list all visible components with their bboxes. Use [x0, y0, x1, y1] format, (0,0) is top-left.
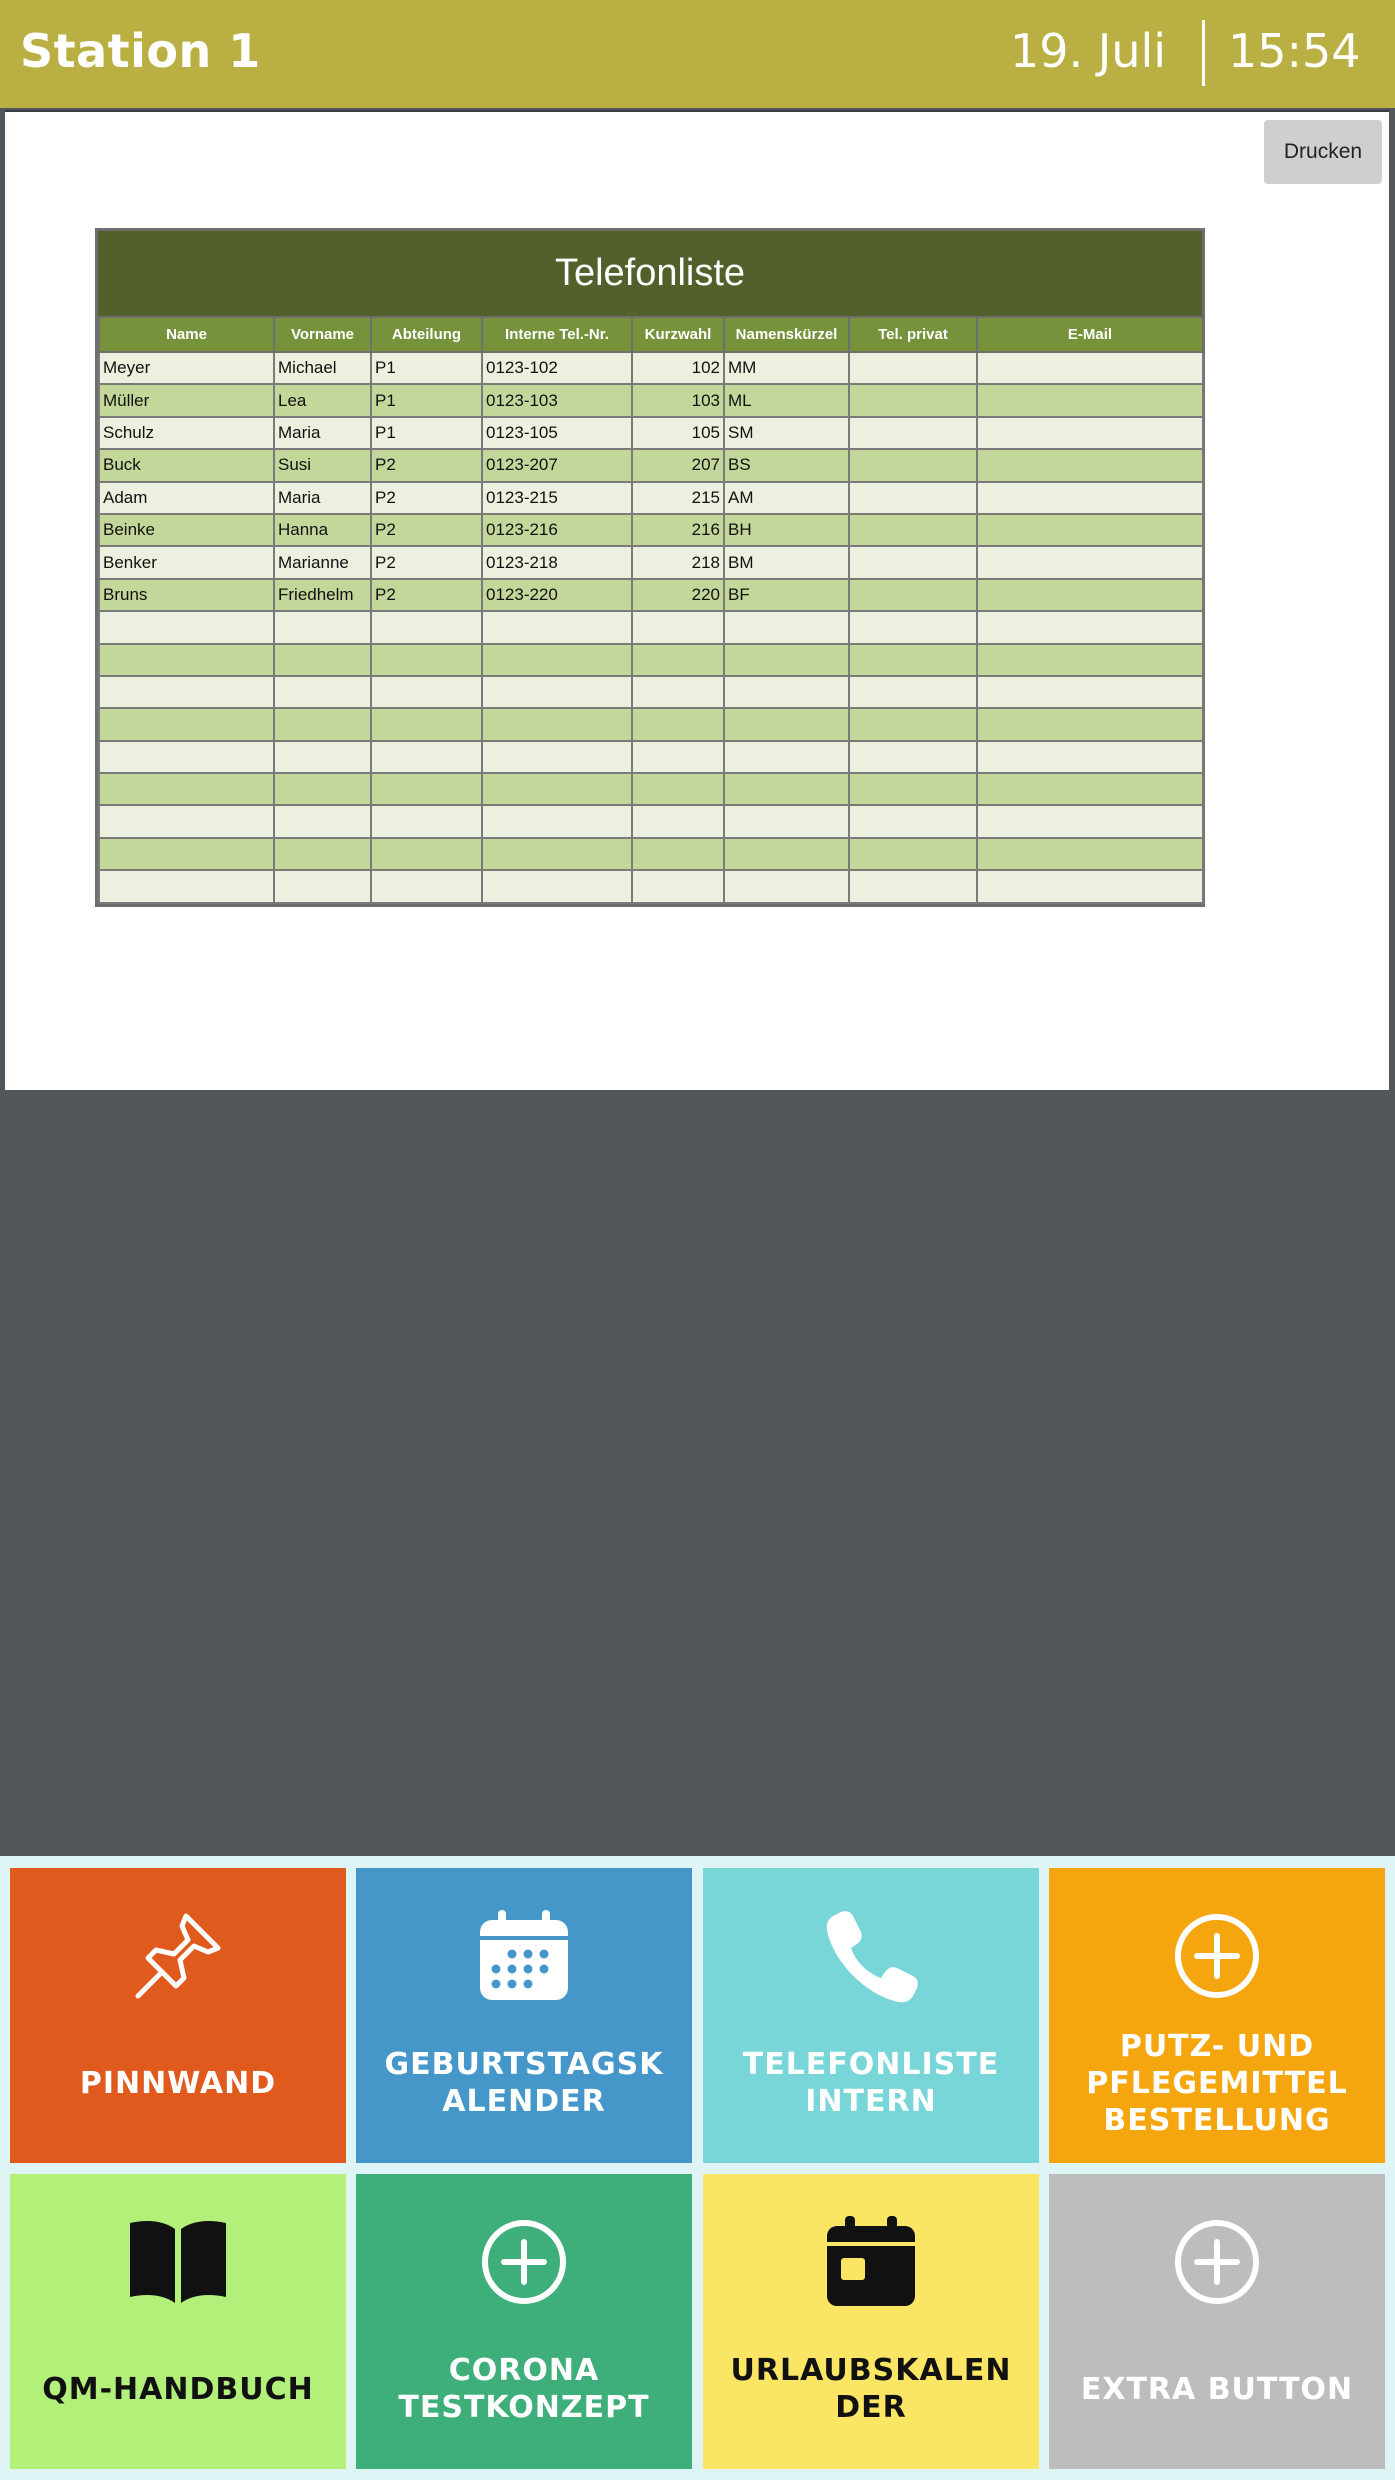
cell-interne-tel [482, 611, 632, 643]
cell-interne-tel [482, 838, 632, 870]
cell-namenskuerzel: AM [724, 482, 849, 514]
tile-label: PINNWAND [79, 2065, 277, 2101]
table-row [99, 579, 1203, 611]
table-row [99, 514, 1203, 546]
table-row [99, 773, 1203, 805]
print-button[interactable]: Drucken [1264, 120, 1382, 184]
table-row [99, 676, 1203, 708]
cell-tel-privat [849, 417, 977, 449]
cell-email [977, 417, 1203, 449]
cell-vorname [274, 805, 371, 837]
cell-interne-tel: 0123-105 [482, 417, 632, 449]
cell-name: Bruns [99, 579, 274, 611]
cell-name [99, 644, 274, 676]
cell-abteilung [371, 611, 482, 643]
cell-tel-privat [849, 352, 977, 384]
header-bar [0, 0, 1395, 108]
cell-interne-tel [482, 773, 632, 805]
cell-tel-privat [849, 870, 977, 902]
table-row [99, 805, 1203, 837]
cell-email [977, 644, 1203, 676]
header-divider [1202, 20, 1205, 86]
cell-tel-privat [849, 514, 977, 546]
cell-abteilung [371, 708, 482, 740]
cell-kurzwahl [632, 708, 724, 740]
cell-vorname [274, 741, 371, 773]
phone-table [98, 318, 1204, 904]
tile-extra-button[interactable] [1049, 2174, 1385, 2469]
cell-tel-privat [849, 579, 977, 611]
plus-circle-icon [1049, 1906, 1385, 2006]
cell-email [977, 708, 1203, 740]
cell-namenskuerzel [724, 838, 849, 870]
column-header-name: Name [99, 318, 274, 352]
cell-interne-tel [482, 644, 632, 676]
cell-namenskuerzel: BF [724, 579, 849, 611]
cell-email [977, 482, 1203, 514]
cell-abteilung [371, 644, 482, 676]
cell-vorname: Maria [274, 482, 371, 514]
cell-name [99, 838, 274, 870]
plus-circle-icon [1049, 2212, 1385, 2312]
tile-label: URLAUBSKALEN DER [730, 2353, 1012, 2425]
cell-name [99, 708, 274, 740]
cell-email [977, 773, 1203, 805]
cell-tel-privat [849, 805, 977, 837]
cell-namenskuerzel [724, 773, 849, 805]
cell-tel-privat [849, 676, 977, 708]
date-display: 19. Juli [1010, 24, 1167, 78]
cell-tel-privat [849, 482, 977, 514]
table-row [99, 482, 1203, 514]
cell-name [99, 870, 274, 902]
tile-corona-testkonzept[interactable] [356, 2174, 692, 2469]
cell-email [977, 514, 1203, 546]
cell-kurzwahl: 103 [632, 384, 724, 416]
cell-namenskuerzel: ML [724, 384, 849, 416]
cell-abteilung: P1 [371, 417, 482, 449]
column-header-email: E-Mail [977, 318, 1203, 352]
cell-name: Beinke [99, 514, 274, 546]
phone-icon [703, 1906, 1039, 2006]
column-header-tel-privat: Tel. privat [849, 318, 977, 352]
cell-abteilung [371, 773, 482, 805]
tile-qm-handbuch[interactable] [10, 2174, 346, 2469]
tile-label: GEBURTSTAGSK ALENDER [384, 2047, 664, 2119]
cell-namenskuerzel [724, 708, 849, 740]
cell-kurzwahl: 102 [632, 352, 724, 384]
tile-pinnwand[interactable] [10, 1868, 346, 2163]
table-row [99, 449, 1203, 481]
cell-name: Schulz [99, 417, 274, 449]
time-display: 15:54 [1228, 24, 1361, 78]
cell-kurzwahl [632, 644, 724, 676]
plus-circle-icon [356, 2212, 692, 2312]
cell-vorname: Friedhelm [274, 579, 371, 611]
cell-namenskuerzel [724, 870, 849, 902]
cell-name: Adam [99, 482, 274, 514]
cell-email [977, 579, 1203, 611]
cell-name [99, 676, 274, 708]
cell-kurzwahl: 218 [632, 546, 724, 578]
cell-kurzwahl: 105 [632, 417, 724, 449]
cell-vorname [274, 773, 371, 805]
cell-kurzwahl: 215 [632, 482, 724, 514]
cell-tel-privat [849, 708, 977, 740]
cell-kurzwahl [632, 805, 724, 837]
cell-vorname: Marianne [274, 546, 371, 578]
cell-kurzwahl [632, 741, 724, 773]
cell-kurzwahl: 207 [632, 449, 724, 481]
cell-vorname: Hanna [274, 514, 371, 546]
cell-abteilung: P2 [371, 482, 482, 514]
column-header-vorname: Vorname [274, 318, 371, 352]
table-row [99, 741, 1203, 773]
table-row [99, 838, 1203, 870]
cell-abteilung [371, 741, 482, 773]
calendar-event-icon [703, 2212, 1039, 2312]
table-body [99, 352, 1203, 903]
cell-email [977, 611, 1203, 643]
cell-vorname: Susi [274, 449, 371, 481]
cell-vorname: Michael [274, 352, 371, 384]
cell-kurzwahl: 220 [632, 579, 724, 611]
tile-label: TELEFONLISTE INTERN [742, 2047, 1000, 2119]
tile-label: CORONA TESTKONZEPT [398, 2353, 650, 2425]
cell-namenskuerzel: BM [724, 546, 849, 578]
tile-putz-und-pflegemittel[interactable] [1049, 1868, 1385, 2163]
cell-interne-tel: 0123-207 [482, 449, 632, 481]
table-row [99, 644, 1203, 676]
cell-name: Müller [99, 384, 274, 416]
cell-abteilung [371, 870, 482, 902]
cell-email [977, 449, 1203, 481]
cell-email [977, 805, 1203, 837]
cell-abteilung: P2 [371, 579, 482, 611]
cell-namenskuerzel: MM [724, 352, 849, 384]
cell-abteilung [371, 838, 482, 870]
cell-tel-privat [849, 838, 977, 870]
column-header-abteilung: Abteilung [371, 318, 482, 352]
cell-name [99, 773, 274, 805]
cell-email [977, 838, 1203, 870]
cell-tel-privat [849, 546, 977, 578]
cell-namenskuerzel: BH [724, 514, 849, 546]
cell-interne-tel [482, 708, 632, 740]
cell-abteilung: P1 [371, 352, 482, 384]
cell-tel-privat [849, 449, 977, 481]
cell-vorname [274, 611, 371, 643]
cell-name: Meyer [99, 352, 274, 384]
cell-name [99, 805, 274, 837]
cell-kurzwahl: 216 [632, 514, 724, 546]
cell-tel-privat [849, 741, 977, 773]
column-header-interne-tel: Interne Tel.-Nr. [482, 318, 632, 352]
table-row [99, 352, 1203, 384]
table-header-row [99, 318, 1203, 352]
cell-tel-privat [849, 611, 977, 643]
cell-interne-tel [482, 676, 632, 708]
table-row [99, 870, 1203, 902]
cell-interne-tel [482, 870, 632, 902]
cell-abteilung [371, 805, 482, 837]
cell-interne-tel: 0123-216 [482, 514, 632, 546]
cell-kurzwahl [632, 676, 724, 708]
table-row [99, 384, 1203, 416]
tile-geburtstagskalender[interactable] [356, 1868, 692, 2163]
cell-namenskuerzel [724, 741, 849, 773]
cell-email [977, 741, 1203, 773]
cell-email [977, 676, 1203, 708]
cell-tel-privat [849, 644, 977, 676]
tile-telefonliste-intern[interactable] [703, 1868, 1039, 2163]
cell-namenskuerzel: BS [724, 449, 849, 481]
tile-label: PUTZ- UND PFLEGEMITTEL BESTELLUNG [1086, 2028, 1348, 2138]
cell-interne-tel: 0123-103 [482, 384, 632, 416]
cell-vorname [274, 838, 371, 870]
tile-urlaubskalender[interactable] [703, 2174, 1039, 2469]
cell-name [99, 611, 274, 643]
cell-interne-tel [482, 805, 632, 837]
tile-label: EXTRA BUTTON [1080, 2371, 1354, 2407]
cell-email [977, 546, 1203, 578]
table-row [99, 546, 1203, 578]
cell-tel-privat [849, 773, 977, 805]
cell-email [977, 384, 1203, 416]
cell-interne-tel [482, 741, 632, 773]
cell-vorname [274, 676, 371, 708]
cell-abteilung [371, 676, 482, 708]
phone-list-sheet [95, 228, 1205, 907]
cell-vorname [274, 870, 371, 902]
cell-email [977, 870, 1203, 902]
cell-name [99, 741, 274, 773]
cell-vorname: Maria [274, 417, 371, 449]
cell-abteilung: P2 [371, 449, 482, 481]
cell-kurzwahl [632, 838, 724, 870]
table-row [99, 417, 1203, 449]
cell-abteilung: P2 [371, 546, 482, 578]
station-title: Station 1 [20, 24, 261, 78]
cell-interne-tel: 0123-220 [482, 579, 632, 611]
calendar-icon [356, 1906, 692, 2006]
cell-namenskuerzel: SM [724, 417, 849, 449]
cell-interne-tel: 0123-215 [482, 482, 632, 514]
column-header-namenskuerzel: Namenskürzel [724, 318, 849, 352]
cell-tel-privat [849, 384, 977, 416]
cell-name: Benker [99, 546, 274, 578]
cell-name: Buck [99, 449, 274, 481]
column-header-kurzwahl: Kurzwahl [632, 318, 724, 352]
cell-email [977, 352, 1203, 384]
cell-abteilung: P1 [371, 384, 482, 416]
cell-namenskuerzel [724, 644, 849, 676]
table-row [99, 611, 1203, 643]
book-icon [10, 2212, 346, 2312]
cell-interne-tel: 0123-218 [482, 546, 632, 578]
cell-kurzwahl [632, 870, 724, 902]
cell-namenskuerzel [724, 611, 849, 643]
table-row [99, 708, 1203, 740]
sheet-title: Telefonliste [98, 231, 1202, 318]
cell-namenskuerzel [724, 676, 849, 708]
cell-vorname [274, 644, 371, 676]
cell-kurzwahl [632, 611, 724, 643]
cell-vorname [274, 708, 371, 740]
cell-vorname: Lea [274, 384, 371, 416]
pushpin-icon [10, 1906, 346, 2006]
cell-namenskuerzel [724, 805, 849, 837]
cell-kurzwahl [632, 773, 724, 805]
cell-interne-tel: 0123-102 [482, 352, 632, 384]
cell-abteilung: P2 [371, 514, 482, 546]
tile-label: QM-HANDBUCH [42, 2371, 314, 2407]
